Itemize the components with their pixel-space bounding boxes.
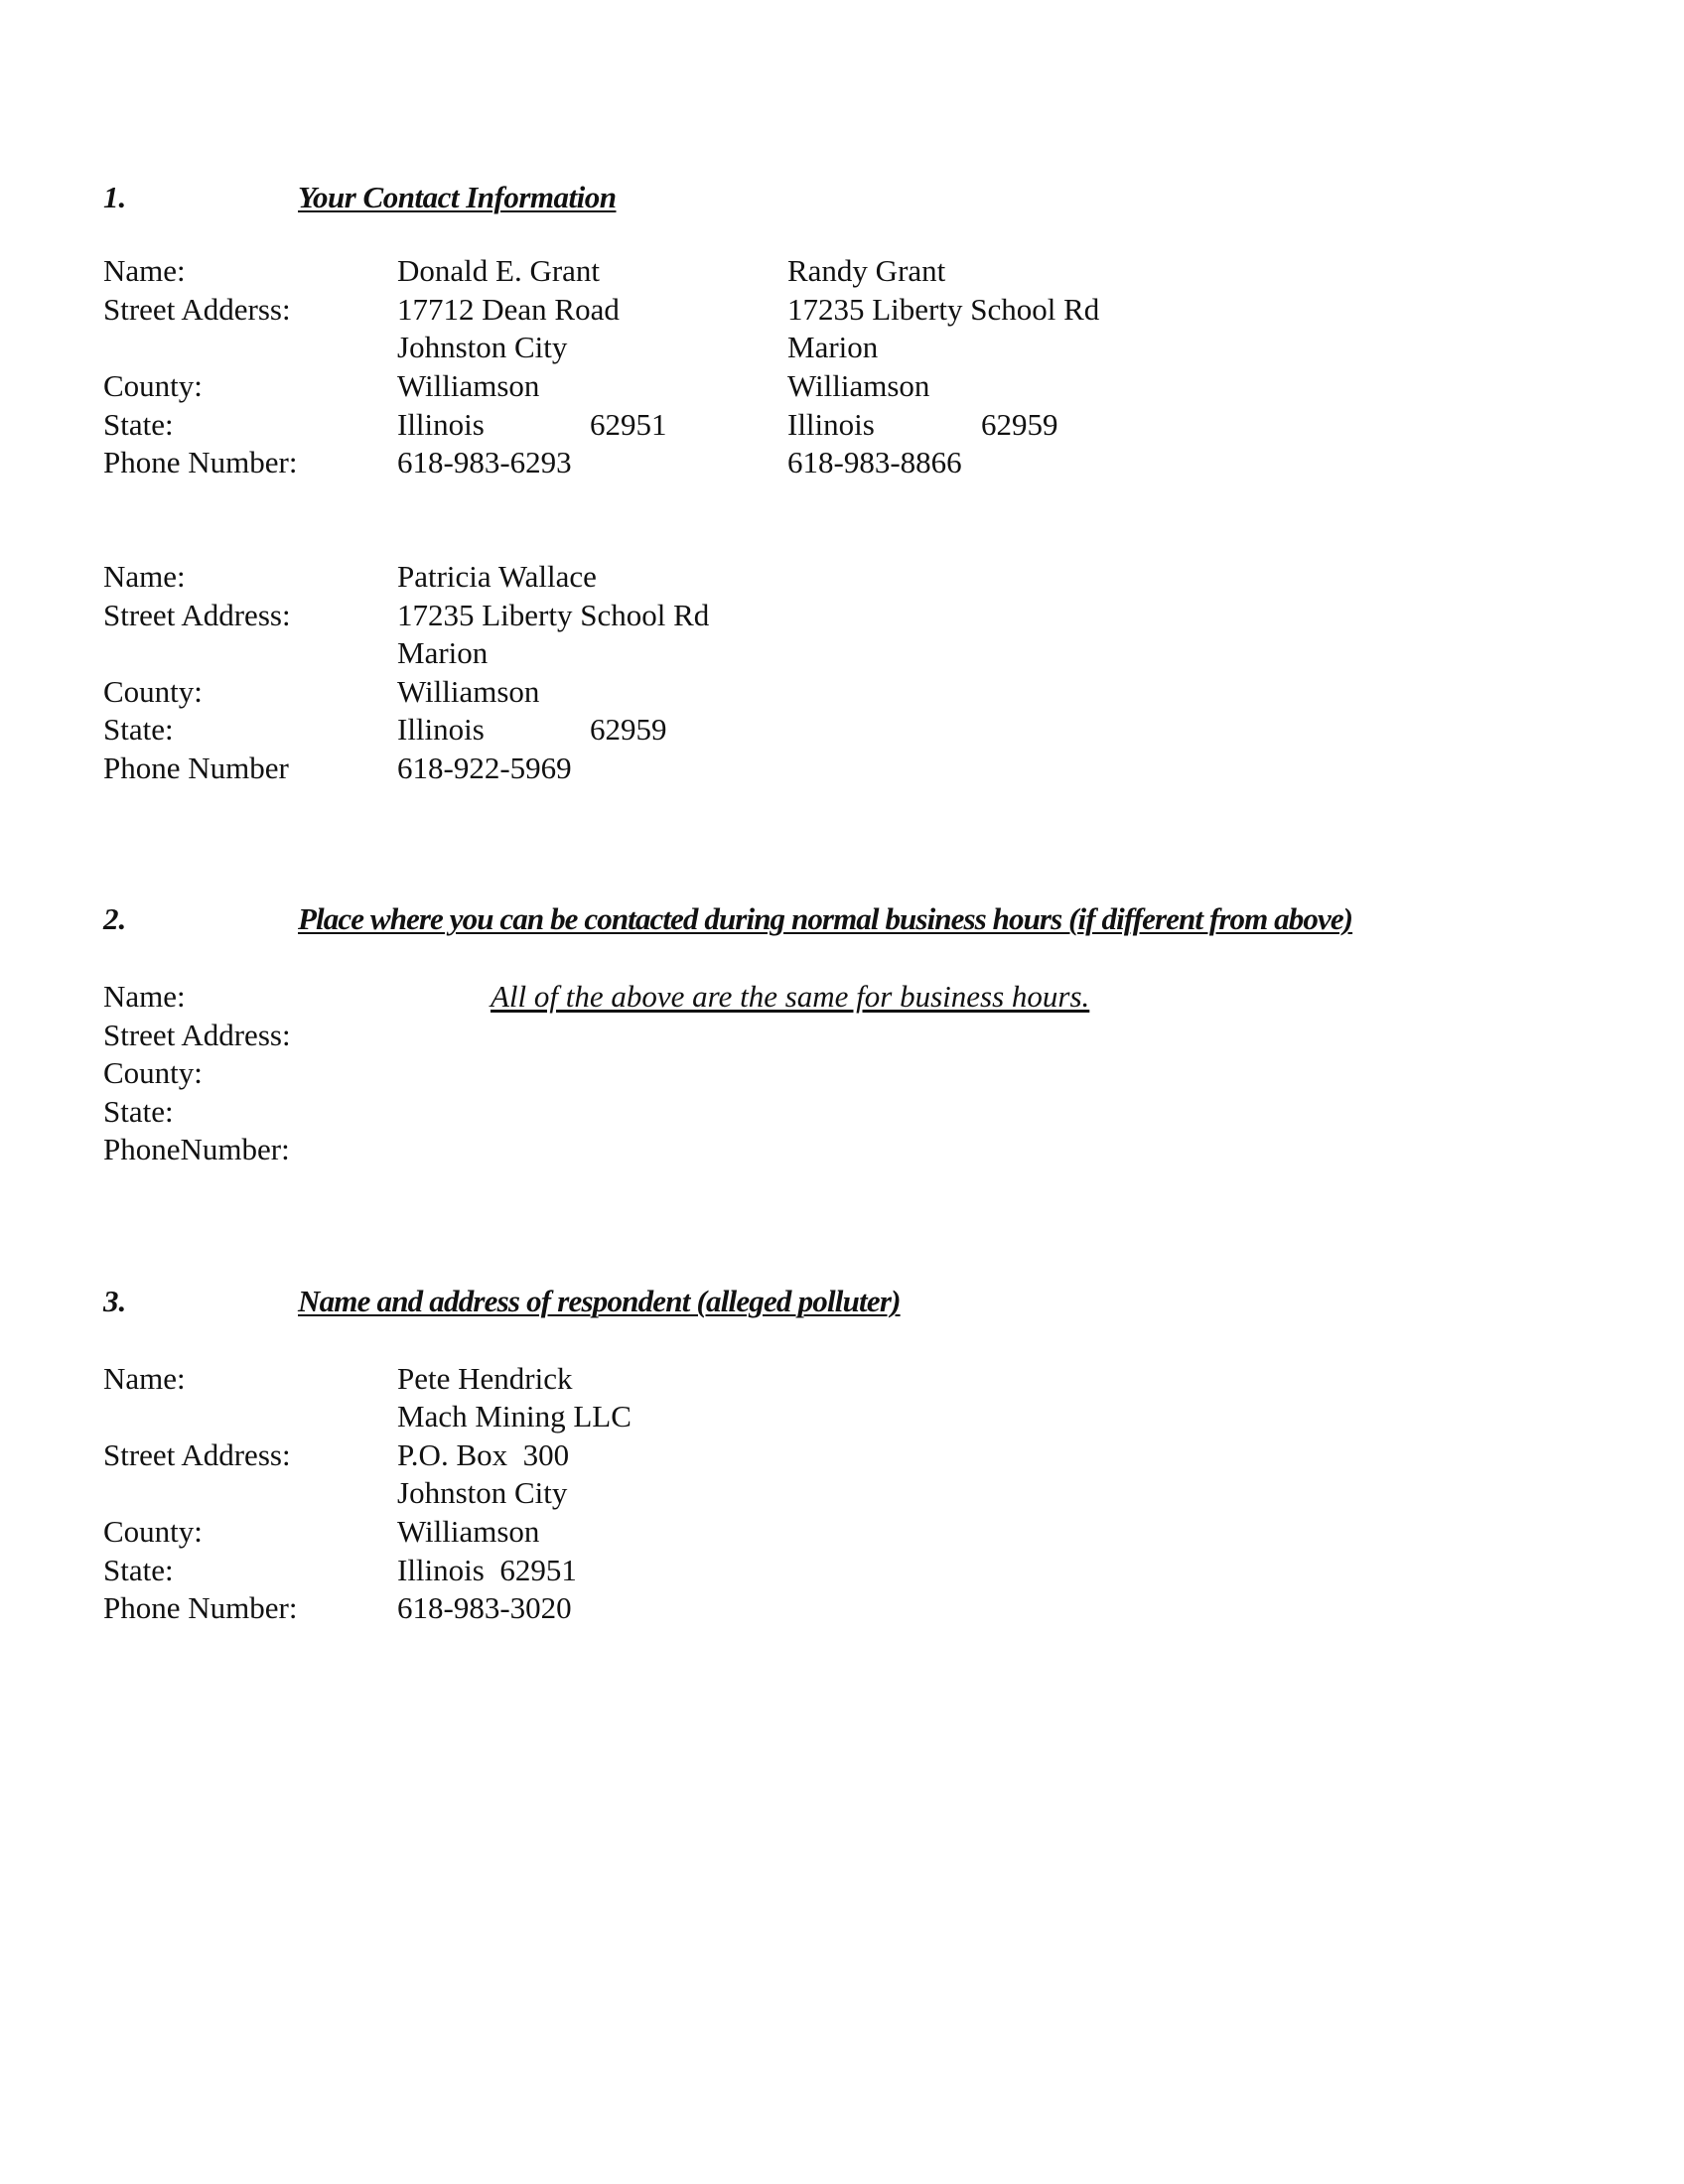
contact-2-state: Illinois: [787, 407, 875, 442]
section-2-title: Place where you can be contacted during normal business hours (if different from above): [298, 901, 1353, 936]
label-name: Name:: [103, 559, 186, 594]
contact-3-city: Marion: [397, 635, 489, 670]
label-phone-number: Phone Number:: [103, 445, 298, 479]
respondent-name: Pete Hendrick: [397, 1361, 573, 1396]
respondent-phone: 618-983-3020: [397, 1590, 572, 1625]
section-1-number: 1.: [103, 180, 127, 214]
respondent-city: Johnston City: [397, 1475, 568, 1510]
contact-1-county: Williamson: [397, 368, 540, 403]
label-name: Name:: [103, 1361, 186, 1396]
label-state: State:: [103, 1094, 174, 1129]
contact-1-phone: 618-983-6293: [397, 445, 572, 479]
respondent-company: Mach Mining LLC: [397, 1399, 632, 1433]
section-2-number: 2.: [103, 901, 127, 936]
contact-1-city: Johnston City: [397, 330, 568, 364]
section-1-title: Your Contact Information: [298, 180, 617, 214]
contact-1-name: Donald E. Grant: [397, 253, 601, 288]
label-street-address: Street Address:: [103, 1437, 291, 1472]
contact-3-street: 17235 Liberty School Rd: [397, 598, 710, 632]
contact-3-state: Illinois: [397, 712, 485, 747]
contact-2-phone: 618-983-8866: [787, 445, 962, 479]
contact-2-county: Williamson: [787, 368, 930, 403]
contact-2-zip: 62959: [981, 407, 1058, 442]
label-phone-number: Phone Number: [103, 751, 289, 785]
label-street-address: Street Adderss:: [103, 292, 291, 327]
contact-1-state: Illinois: [397, 407, 485, 442]
label-street-address: Street Address:: [103, 1018, 291, 1052]
label-street-address: Street Address:: [103, 598, 291, 632]
contact-3-name: Patricia Wallace: [397, 559, 597, 594]
contact-2-name: Randy Grant: [787, 253, 946, 288]
label-state: State:: [103, 1553, 174, 1587]
label-county: County:: [103, 368, 203, 403]
label-phone-number: Phone Number:: [103, 1590, 298, 1625]
contact-3-zip: 62959: [590, 712, 667, 747]
section-3-title: Name and address of respondent (alleged polluter): [298, 1284, 901, 1318]
label-county: County:: [103, 674, 203, 709]
contact-3-county: Williamson: [397, 674, 540, 709]
label-county: County:: [103, 1055, 203, 1090]
respondent-street: P.O. Box 300: [397, 1437, 570, 1472]
label-state: State:: [103, 407, 174, 442]
label-phone-number: PhoneNumber:: [103, 1132, 290, 1166]
contact-3-phone: 618-922-5969: [397, 751, 572, 785]
contact-1-street: 17712 Dean Road: [397, 292, 620, 327]
label-county: County:: [103, 1514, 203, 1549]
business-hours-note: All of the above are the same for business hours.: [491, 979, 1090, 1014]
label-name: Name:: [103, 979, 186, 1014]
contact-2-city: Marion: [787, 330, 879, 364]
contact-2-street: 17235 Liberty School Rd: [787, 292, 1100, 327]
respondent-county: Williamson: [397, 1514, 540, 1549]
label-state: State:: [103, 712, 174, 747]
contact-1-zip: 62951: [590, 407, 667, 442]
respondent-state-zip: Illinois 62951: [397, 1553, 577, 1587]
section-3-number: 3.: [103, 1284, 127, 1318]
label-name: Name:: [103, 253, 186, 288]
